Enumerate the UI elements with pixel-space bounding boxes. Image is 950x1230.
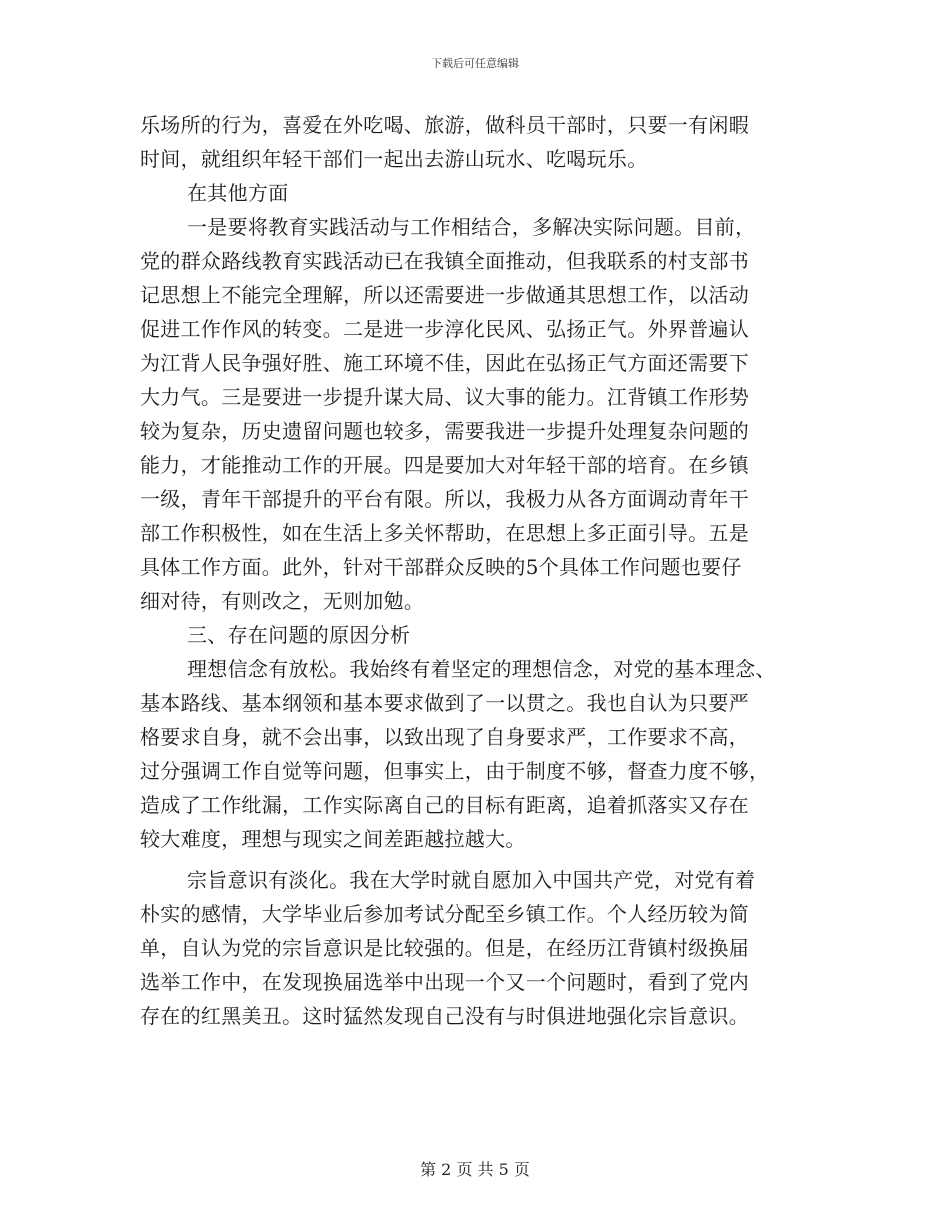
text-line: 记思想上不能完全理解，所以还需要进一步做通其思想工作，以活动: [140, 283, 749, 307]
text-line: 朴实的感情，大学毕业后参加考试分配至乡镇工作。个人经历较为简: [140, 902, 749, 926]
text-line: 较大难度，理想与现实之间差距越拉越大。: [140, 827, 526, 851]
text-line: 党的群众路线教育实践活动已在我镇全面推动，但我联系的村支部书: [140, 249, 749, 273]
text-line: 基本路线、基本纲领和基本要求做到了一以贯之。我也自认为只要严: [140, 691, 749, 715]
text-line: 单，自认为党的宗旨意识是比较强的。但是，在经历江背镇村级换届: [140, 936, 749, 960]
text-line: 大力气。三是要进一步提升谋大局、议大事的能力。江背镇工作形势: [140, 385, 749, 409]
text-line: 选举工作中，在发现换届选举中出现一个又一个问题时，看到了党内: [140, 970, 749, 994]
text-line: 一是要将教育实践活动与工作相结合，多解决实际问题。目前，: [187, 215, 756, 239]
text-line: 较为复杂，历史遗留问题也较多，需要我进一步提升处理复杂问题的: [140, 419, 749, 443]
page-header-note: 下载后可任意编辑: [431, 57, 519, 70]
section-heading: 在其他方面: [187, 181, 289, 205]
text-line: 过分强调工作自觉等问题，但事实上，由于制度不够，督查力度不够，: [140, 759, 770, 783]
text-line: 宗旨意识有淡化。我在大学时就自愿加入中国共产党，对党有着: [187, 868, 756, 892]
text-line: 具体工作方面。此外，针对干部群众反映的5个具体工作问题也要仔: [140, 555, 742, 579]
section-heading: 三、存在问题的原因分析: [187, 623, 411, 647]
text-line: 理想信念有放松。我始终有着坚定的理想信念，对党的基本理念、: [187, 657, 776, 681]
text-line: 细对待，有则改之，无则加勉。: [140, 589, 425, 613]
text-line: 能力，才能推动工作的开展。四是要加大对年轻干部的培育。在乡镇: [140, 453, 749, 477]
text-line: 乐场所的行为，喜爱在外吃喝、旅游，做科员干部时，只要一有闲暇: [140, 113, 749, 137]
text-line: 时间，就组织年轻干部们一起出去游山玩水、吃喝玩乐。: [140, 147, 648, 171]
text-line: 为江背人民争强好胜、施工环境不佳，因此在弘扬正气方面还需要下: [140, 351, 749, 375]
text-line: 存在的红黑美丑。这时猛然发现自己没有与时俱进地强化宗旨意识。: [140, 1004, 749, 1028]
text-line: 造成了工作纰漏，工作实际离自己的目标有距离，追着抓落实又存在: [140, 793, 749, 817]
text-line: 一级，青年干部提升的平台有限。所以，我极力从各方面调动青年干: [140, 487, 749, 511]
document-body: [140, 108, 820, 1033]
page-number: 第 2 页 共 5 页: [420, 1160, 530, 1179]
text-line: 格要求自身，就不会出事，以致出现了自身要求严，工作要求不高，: [140, 725, 749, 749]
text-line: 部工作积极性，如在生活上多关怀帮助，在思想上多正面引导。五是: [140, 521, 749, 545]
text-line: 促进工作作风的转变。二是进一步淳化民风、弘扬正气。外界普遍认: [140, 317, 749, 341]
